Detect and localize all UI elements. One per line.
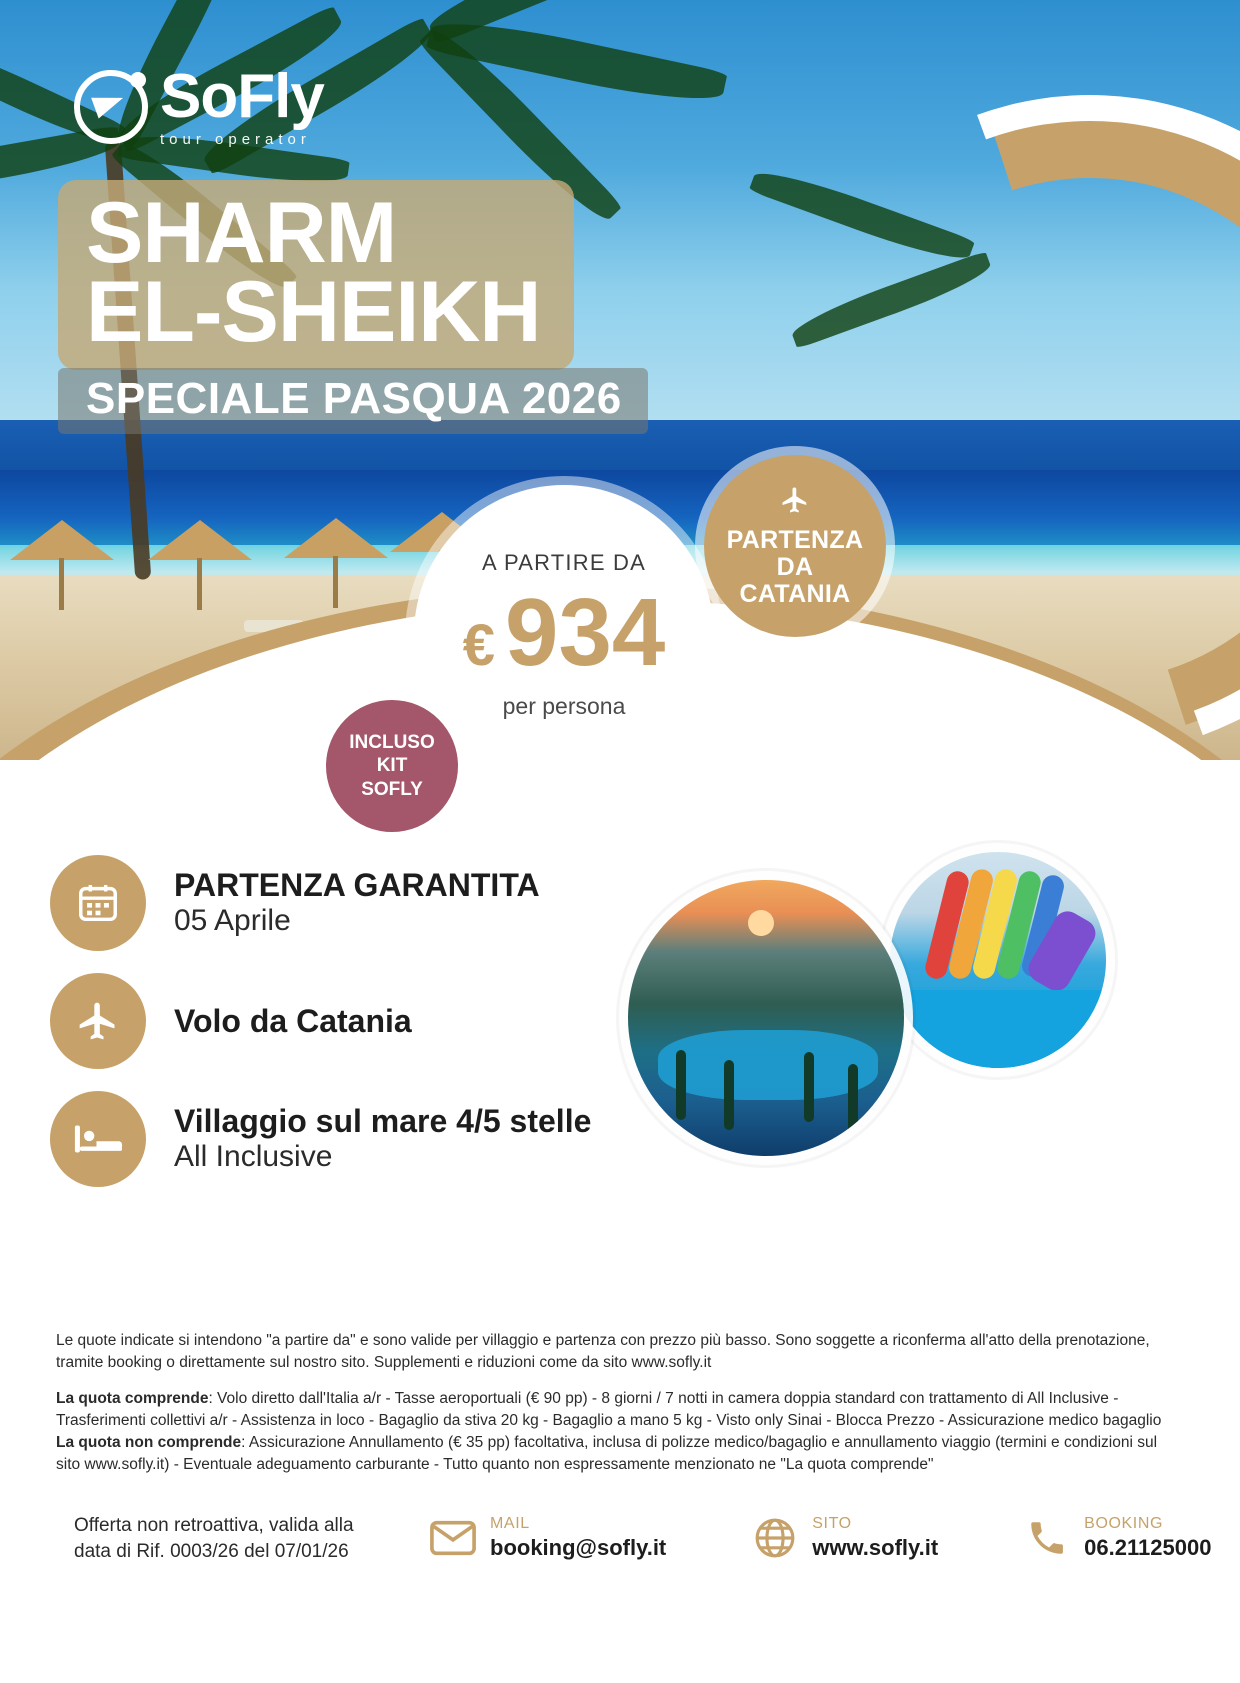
legal-includes-label: La quota comprende (56, 1390, 209, 1407)
feature-departure-date (50, 855, 670, 951)
price-label: A PARTIRE DA (482, 550, 646, 575)
feature-flight (50, 973, 670, 1069)
price-per-person: per persona (502, 693, 626, 719)
contact-value[interactable]: 06.21125000 (1084, 1535, 1212, 1560)
airplane-icon (50, 973, 146, 1069)
contact-mail[interactable] (430, 1515, 666, 1561)
destination-title-line2: EL-SHEIKH (86, 264, 541, 361)
legal-excludes-label: La quota non comprende (56, 1434, 242, 1451)
price-badge (414, 485, 714, 785)
destination-title-box (58, 180, 574, 370)
departure-badge (704, 455, 886, 637)
legal-disclaimer: Le quote indicate si intendono "a partire da" e sono valide per villaggio e partenza con prezzo più basso. Sono soggette a riconferma all'atto della prenotazione, tramite booking o direttamente sul nostro sito. Supplementi e riduzioni come da sito www.sofly.it (56, 1332, 1150, 1371)
contact-label: BOOKING (1084, 1515, 1164, 1532)
offer-validity-note (74, 1513, 354, 1564)
departure-badge-line2: DA (776, 552, 814, 581)
globe-icon (752, 1515, 798, 1561)
phone-icon (1024, 1515, 1070, 1561)
departure-badge-line1: PARTENZA (726, 525, 864, 554)
feature-subtitle: 05 Aprile (174, 904, 291, 938)
resort-photo (628, 880, 904, 1156)
feature-title: Volo da Catania (174, 1002, 412, 1039)
kit-badge-line1: INCLUSO (349, 732, 435, 754)
beach-umbrella (148, 520, 252, 560)
feature-accommodation (50, 1091, 670, 1187)
feature-subtitle: All Inclusive (174, 1140, 333, 1174)
departure-badge-line3: CATANIA (739, 579, 851, 608)
resort-palm (848, 1064, 858, 1134)
waterpark-photo (890, 852, 1106, 1068)
resort-palm (676, 1050, 686, 1120)
price-amount: 934 (505, 579, 666, 686)
feature-title: PARTENZA GARANTITA (174, 866, 540, 903)
contact-value[interactable]: booking@sofly.it (490, 1535, 667, 1560)
feature-title: Villaggio sul mare 4/5 stelle (174, 1102, 592, 1139)
sunset-sun (748, 910, 774, 936)
resort-palm (804, 1052, 814, 1122)
brand-name: SoFly (160, 62, 324, 131)
kit-badge-line3: SOFLY (361, 778, 423, 800)
kit-badge (326, 700, 458, 832)
offer-validity-line2: data di Rif. 0003/26 del 07/01/26 (74, 1540, 349, 1562)
offer-validity-line1: Offerta non retroattiva, valida alla (74, 1515, 354, 1536)
legal-includes-text: : Volo diretto dall'Italia a/r - Tasse aeroportuali (€ 90 pp) - 8 giorni / 7 notti in camera doppia standard con trattamento di All Inclusive - Trasferimenti collettivi a/r - Assistenza in loco - Bagaglio da stiva 20 kg - Bagaglio a mano 5 kg - Visto only Sinai - Blocca Prezzo - Assicurazione medico bagaglio (56, 1390, 1162, 1429)
offer-subtitle-box (58, 368, 648, 434)
brand-logo (74, 62, 324, 148)
legal-text-block (56, 1330, 1184, 1490)
destination-title-line1: SHARM (86, 185, 397, 281)
calendar-icon (50, 855, 146, 951)
offer-subtitle: SPECIALE PASQUA 2026 (86, 374, 622, 423)
contact-value[interactable]: www.sofly.it (812, 1535, 939, 1560)
beach-umbrella (284, 518, 388, 558)
features-list (50, 855, 670, 1209)
bed-icon (50, 1091, 146, 1187)
contact-label: SITO (812, 1515, 852, 1532)
resort-pool (658, 1030, 878, 1100)
mail-icon (430, 1515, 476, 1561)
pool-water (890, 990, 1106, 1068)
legal-excludes-text: : Assicurazione Annullamento (€ 35 pp) facoltativa, inclusa di polizze medico/bagaglio e annullamento viaggio (termini e condizioni sul sito www.sofly.it) - Eventuale adeguamento carburante - Tutto quanto non espressamente menzionato ne "La quota comprende" (56, 1434, 1158, 1473)
contact-website[interactable] (752, 1515, 938, 1561)
beach-umbrella (10, 520, 114, 560)
brand-tagline: tour operator (160, 131, 311, 148)
kit-badge-line2: KIT (376, 755, 408, 777)
airplane-icon (778, 485, 812, 521)
contact-booking-phone[interactable] (1024, 1515, 1211, 1561)
contacts-bar (430, 1515, 1211, 1561)
contact-label: MAIL (490, 1515, 530, 1532)
resort-palm (724, 1060, 734, 1130)
sofly-logo-icon (74, 70, 148, 144)
price-currency: € (462, 613, 496, 678)
